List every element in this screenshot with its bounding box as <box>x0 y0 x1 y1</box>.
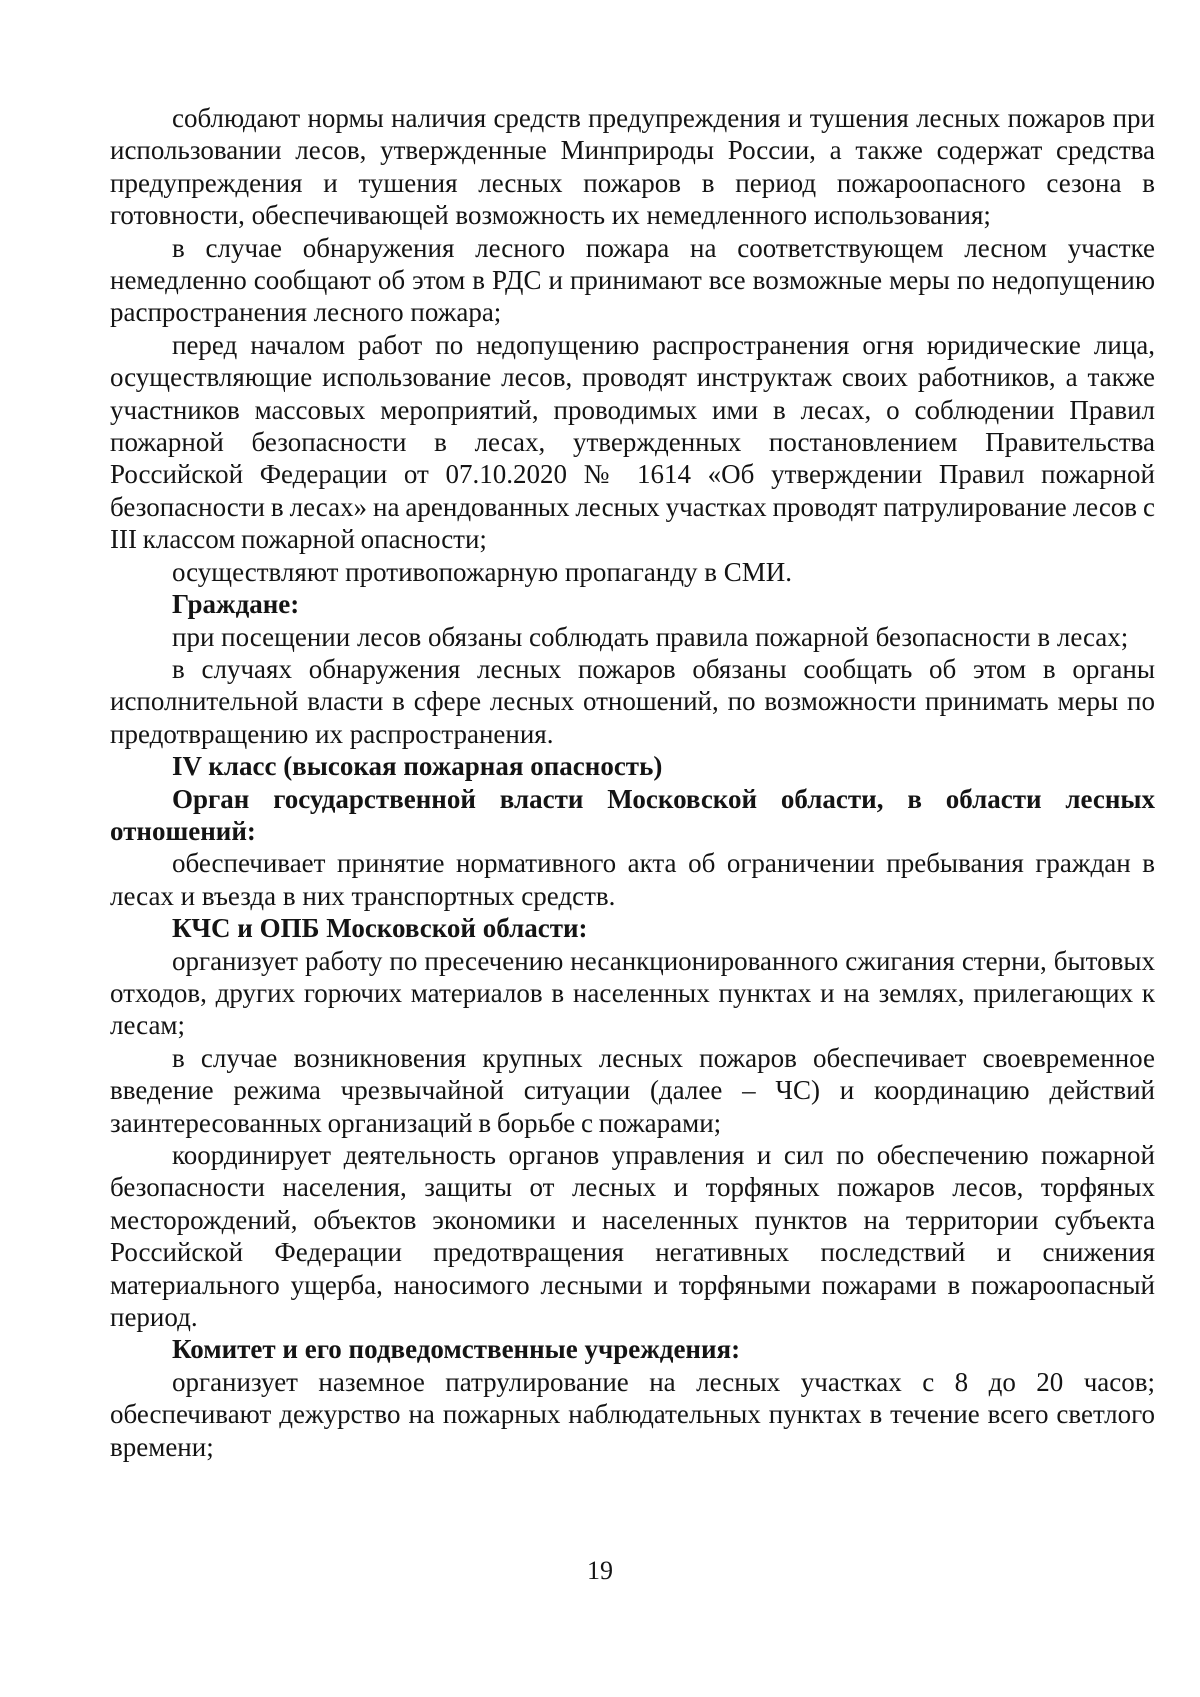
document-body <box>110 102 1155 1463</box>
paragraph-emergency-regime: в случае возникновения крупных лесных пожаров обеспечивает своевременное введение режима чрезвычайной ситуации (далее – ЧС) и координацию действий заинтересованных организаций в борьбе с пожарами; <box>110 1042 1155 1138</box>
paragraph-citizens-report: в случаях обнаружения лесных пожаров обязаны сообщать об этом в органы исполнительной власти в сфере лесных отношений, по возможности принимать меры по предотвращению их распространения. <box>110 653 1155 749</box>
page-number: 19 <box>587 1556 613 1585</box>
heading-committee: Комитет и его подведомственные учреждения: <box>172 1334 741 1365</box>
heading-citizens: Граждане: <box>172 589 300 620</box>
paragraph-citizens-rules: при посещении лесов обязаны соблюдать правила пожарной безопасности в лесах; <box>172 621 1129 652</box>
heading-class-iv: IV класс (высокая пожарная опасность) <box>172 751 663 782</box>
paragraph-burning-prevention: организует работу по пресечению несанкционированного сжигания стерни, бытовых отходов, других горючих материалов в населенных пунктах и на землях, прилегающих к лесам; <box>110 945 1155 1041</box>
paragraph-coordination: координирует деятельность органов управления и сил по обеспечению пожарной безопасности населения, защиты от лесных и торфяных пожаров лесов, торфяных месторождений, объектов экономики и населенных пунктов на территории субъекта Российской Федерации предотвращения негативных последствий и снижения материального ущерба, наносимого лесными и торфяными пожарами в пожароопасный период. <box>110 1140 1155 1333</box>
paragraph-propaganda: осуществляют противопожарную пропаганду в СМИ. <box>172 556 793 587</box>
heading-regional-authority: Орган государственной власти Московской области, в области лесных отношений: <box>110 783 1155 846</box>
paragraph-patrolling: организует наземное патрулирование на лесных участках с 8 до 20 часов; обеспечивают дежурство на пожарных наблюдательных пунктах в течение всего светлого времени; <box>110 1366 1155 1462</box>
paragraph-equipment-norms: соблюдают нормы наличия средств предупреждения и тушения лесных пожаров при использовании лесов, утвержденные Минприроды России, а также содержат средства предупреждения и тушения лесных пожаров в период пожароопасного сезона в готовности, обеспечивающей возможность их немедленного использования; <box>110 103 1155 231</box>
paragraph-fire-detection-report: в случае обнаружения лесного пожара на соответствующем лесном участке немедленно сообщают об этом в РДС и принимают все возможные меры по недопущению распространения лесного пожара; <box>110 232 1155 328</box>
paragraph-normative-act: обеспечивает принятие нормативного акта об ограничении пребывания граждан в лесах и въезда в них транспортных средств. <box>110 848 1155 911</box>
paragraph-briefing: перед началом работ по недопущению распространения огня юридические лица, осуществляющие использование лесов, проводят инструктаж своих работников, а также участников массовых мероприятий, проводимых ими в лесах, о соблюдении Правил пожарной безопасности в лесах, утвержденных постановлением Правительства Российской Федерации от 07.10.2020 № 1614 «Об утверждении Правил пожарной безопасности в лесах» на арендованных лесных участках проводят патрулирование лесов с III классом пожарной опасности; <box>110 329 1155 555</box>
heading-kchs-opb: КЧС и ОПБ Московской области: <box>172 913 588 944</box>
